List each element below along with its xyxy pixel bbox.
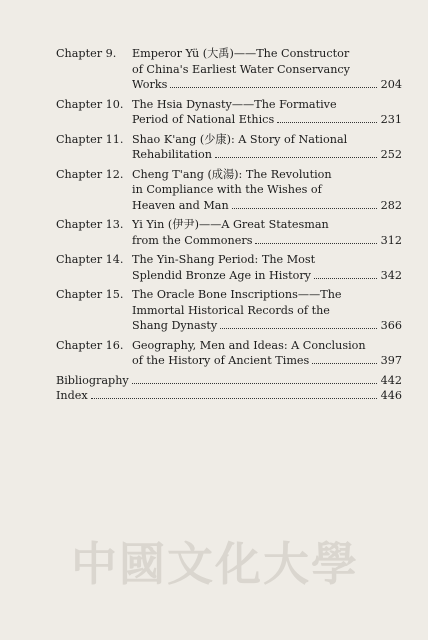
chapter-title	[132, 97, 402, 128]
dot-leader	[314, 278, 377, 279]
chapter-number: Chapter 13.	[56, 218, 124, 231]
chapter-number: Chapter 9.	[56, 47, 117, 60]
page-number: 252	[380, 148, 402, 161]
page-number: 446	[380, 389, 402, 402]
chapter-number: Chapter 14.	[56, 253, 124, 266]
title-last-line	[132, 318, 402, 334]
title-last-line	[132, 112, 402, 128]
chapter-number: Chapter 15.	[56, 288, 124, 301]
page-number: 442	[380, 373, 402, 387]
toc-entry-chapter-15[interactable]	[56, 287, 402, 334]
page-number: 312	[380, 233, 402, 247]
page-number: 282	[380, 198, 402, 212]
title-line: Immortal Historical Records of the	[132, 303, 330, 317]
title-last-line	[132, 77, 402, 93]
dot-leader	[232, 208, 377, 209]
toc-entry-bibliography[interactable]	[56, 373, 402, 389]
chapter-number: Chapter 12.	[56, 167, 124, 181]
chapter-title	[132, 217, 402, 248]
title-last-line	[132, 268, 402, 284]
toc-entry-chapter-16[interactable]	[56, 338, 402, 369]
toc-entry-chapter-10[interactable]	[56, 97, 402, 128]
title-line: The Hsia Dynasty——The Formative	[132, 97, 337, 111]
page-number: 366	[380, 319, 402, 332]
toc-entry-chapter-11[interactable]	[56, 132, 402, 163]
title-line: Splendid Bronze Age in History	[132, 268, 311, 282]
page-number: 231	[380, 113, 402, 126]
dot-leader	[312, 363, 377, 364]
title-line: Geography, Men and Ideas: A Conclusion	[132, 338, 366, 352]
dot-leader	[277, 122, 377, 123]
entry-label: Bibliography	[56, 373, 129, 387]
toc-entry-chapter-12[interactable]	[56, 167, 402, 214]
title-last-line	[132, 147, 402, 163]
title-line: Emperor Yü (大禹)——The Constructor	[132, 47, 350, 60]
title-last-line	[132, 233, 402, 249]
title-line: Works	[132, 78, 168, 91]
toc-entry-chapter-13[interactable]	[56, 217, 402, 248]
chapter-title	[132, 46, 402, 93]
table-of-contents	[56, 46, 402, 404]
page-number: 342	[380, 268, 402, 282]
entry-label: Index	[56, 389, 88, 402]
chapter-title	[132, 287, 402, 334]
toc-entry-index[interactable]	[56, 388, 402, 404]
title-line: Rehabilitation	[132, 148, 212, 161]
chapter-title	[132, 338, 402, 369]
title-line: of China's Earliest Water Conservancy	[132, 62, 350, 76]
toc-entry-chapter-9[interactable]	[56, 46, 402, 93]
chapter-number: Chapter 10.	[56, 97, 124, 111]
chapter-number: Chapter 11.	[56, 132, 124, 146]
university-watermark: 中國文化大學	[71, 537, 359, 591]
title-last-line	[132, 353, 402, 369]
title-line: Heaven and Man	[132, 198, 229, 212]
chapter-title	[132, 252, 402, 283]
title-line: from the Commoners	[132, 233, 253, 247]
dot-leader	[91, 398, 377, 399]
title-line: of the History of Ancient Times	[132, 354, 310, 367]
title-line: Shang Dynasty	[132, 319, 218, 332]
dot-leader	[132, 383, 377, 384]
dot-leader	[215, 157, 377, 158]
page-number: 204	[380, 78, 402, 91]
chapter-title	[132, 167, 402, 214]
dot-leader	[220, 328, 377, 329]
title-line: Cheng T'ang (成湯): The Revolution	[132, 167, 332, 181]
title-line: Period of National Ethics	[132, 113, 275, 126]
page-number: 397	[380, 354, 402, 367]
title-line: The Yin-Shang Period: The Most	[132, 253, 316, 266]
title-line: Yi Yin (伊尹)——A Great Statesman	[132, 218, 329, 231]
chapter-title	[132, 132, 402, 163]
toc-entry-chapter-14[interactable]	[56, 252, 402, 283]
title-last-line	[132, 198, 402, 214]
dot-leader	[170, 87, 377, 88]
title-line: in Compliance with the Wishes of	[132, 183, 322, 196]
title-line: Shao K'ang (少康): A Story of National	[132, 132, 348, 146]
title-line: The Oracle Bone Inscriptions——The	[132, 288, 342, 301]
dot-leader	[255, 243, 377, 244]
chapter-number: Chapter 16.	[56, 338, 124, 352]
